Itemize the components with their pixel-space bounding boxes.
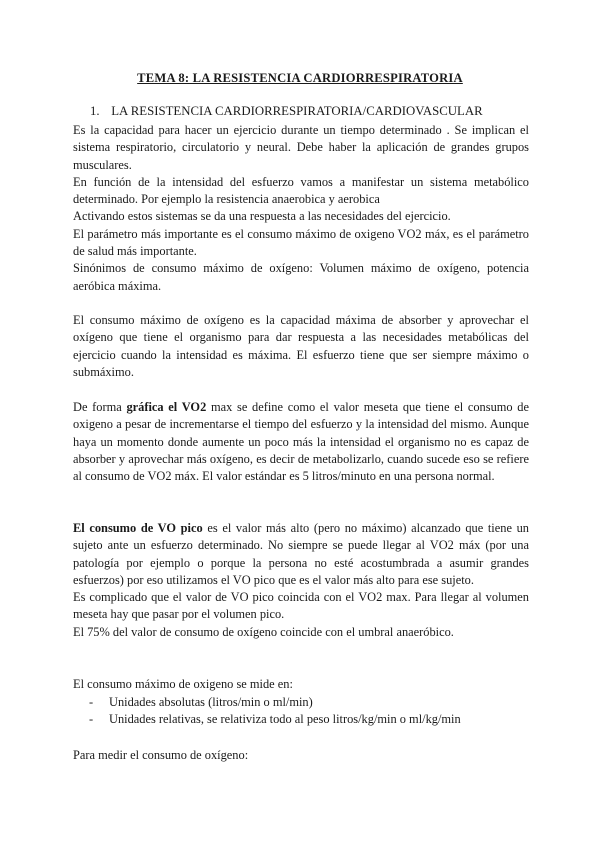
paragraph-vo2-graphic-prefix: De forma — [73, 400, 127, 414]
list-item-text: Unidades absolutas (litros/min o ml/min) — [109, 695, 313, 709]
paragraph-intensity: En función de la intensidad del esfuerzo vamos a manifestar un sistema metabólico determinado. Por ejemplo la resistencia anaerobica y aerobica — [73, 174, 529, 207]
section-number: 1. — [90, 104, 100, 118]
units-intro-block — [73, 676, 529, 693]
section-heading — [90, 103, 483, 120]
paragraph-vo2-graphic — [73, 399, 529, 485]
paragraph-activation: Activando estos sistemas se da una respuesta a las necesidades del ejercicio. — [73, 209, 451, 224]
paragraph-vo-pico-rest: es el valor más alto (pero no máximo) alcanzado que tiene un sujeto ante un esfuerzo determinado. No siempre se puede llegar al VO2 máx (por una patología por ejemplo o porque la persona no esté acostumbrada a asumir grandes esfuerzos) por eso utilizamos el VO pico que es el valor más alto para ese sujeto. — [73, 521, 529, 587]
paragraph-vo-pico-bold: El consumo de VO pico — [73, 521, 203, 535]
paragraph-vo2-graphic-rest: max se define como el valor meseta que tiene el consumo de oxigeno a pesar de incrementarse el tiempo del esfuerzo y la intensidad del mismo. Aunque haya un momento donde aumente un poco más la intensidad el organismo no es capaz de absorber y aprovechar más oxígeno, es decir de metabolizarlo, cuando sucede eso se refiere al consumo de VO2 máx. El valor estándar es 5 litros/minuto en una persona normal. — [73, 400, 529, 484]
paragraph-synonyms: Sinónimos de consumo máximo de oxígeno: Volumen máximo de oxígeno, potencia aeróbica máxima. — [73, 261, 529, 293]
paragraph-vo-pico — [73, 520, 529, 589]
vo2-graphic-block — [73, 399, 529, 485]
paragraph-units-intro: El consumo máximo de oxigeno se mide en: — [73, 677, 293, 691]
list-item — [73, 711, 529, 728]
paragraph-measure-intro: Para medir el consumo de oxígeno: — [73, 748, 249, 762]
list-bullet: - — [89, 695, 94, 709]
list-item — [73, 694, 529, 711]
vo-pico-block — [73, 520, 529, 641]
paragraph-anaerobic-threshold: El 75% del valor de consumo de oxígeno coincide con el umbral anaeróbico. — [73, 624, 454, 639]
measure-intro-block — [73, 747, 529, 764]
paragraph-definition: Es la capacidad para hacer un ejercicio durante un tiempo determinado . Se implican el sistema respiratorio, circulatorio y neural. Debe haber la aplicación de grandes grupos musculares. — [73, 123, 529, 172]
paragraph-vo-pico-comparison: Es complicado que el valor de VO pico coincida con el VO2 max. Para llegar al volumen meseta hay que pasar por el volumen pico. — [73, 590, 529, 622]
paragraph-parameter: El parámetro más importante es el consumo máximo de oxigeno VO2 máx, es el parámetro de salud más importante. — [73, 226, 529, 259]
paragraph-vo2-graphic-bold: gráfica el VO2 — [126, 400, 207, 414]
page-title: TEMA 8: LA RESISTENCIA CARDIORRESPIRATORIA — [137, 71, 463, 85]
paragraph-vo2-definition: El consumo máximo de oxígeno es la capacidad máxima de absorber y aprovechar el oxígeno que tiene el organismo para dar respuesta a las necesidades metabólicas del ejercicio cuando la intensidad es máxima. El esfuerzo tiene que ser siempre máximo o submáximo. — [73, 313, 529, 379]
intro-block — [73, 122, 529, 295]
vo2-definition-block — [73, 312, 529, 381]
list-item-text: Unidades relativas, se relativiza todo al peso litros/kg/min o ml/kg/min — [109, 712, 461, 727]
section-heading-text: LA RESISTENCIA CARDIORRESPIRATORIA/CARDIOVASCULAR — [111, 104, 483, 118]
units-list — [73, 694, 529, 729]
list-bullet: - — [89, 712, 94, 727]
